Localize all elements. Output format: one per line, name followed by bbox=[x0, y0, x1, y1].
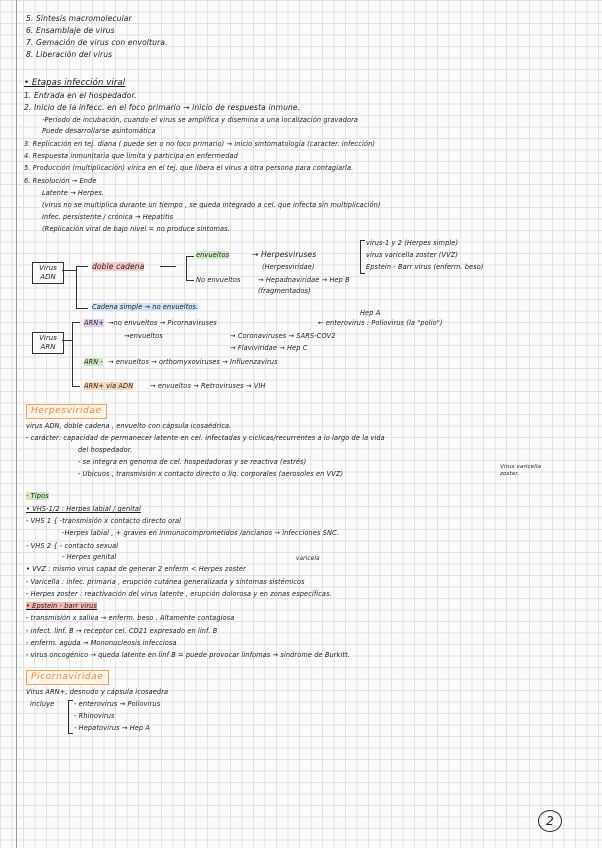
note-line: Infec. persistente / crónica → Hepatitis bbox=[42, 213, 174, 221]
tipos-label: - Tipos bbox=[26, 492, 49, 500]
list-item: 6. Ensamblaje de virus bbox=[26, 26, 115, 35]
note-line: Puede desarrollarse asintomática bbox=[42, 127, 156, 135]
section-title: • Etapas infección viral bbox=[24, 78, 126, 88]
note-line: - VHS 2 { - contacto sexual bbox=[26, 542, 119, 550]
varicela-note: varicela bbox=[296, 556, 320, 562]
note-line: -Periodo de incubación, cuando el virus se amplifica y disemina a una localización gravadora bbox=[42, 116, 359, 124]
connector bbox=[186, 256, 194, 257]
note-line: 5. Producción (multiplicación) vírica en el tej. que libera el virus a otra persona para contagiarla. bbox=[24, 164, 354, 172]
retro-label: → envueltos → Retroviruses → VIH bbox=[150, 382, 266, 390]
note-line: del hospedador. bbox=[78, 446, 133, 454]
note-line: Latente → Herpes. bbox=[42, 189, 105, 197]
connector bbox=[76, 266, 77, 308]
vvz-note: Virus varicella zoster. bbox=[500, 464, 542, 477]
note-line: - virus oncogénico → queda latente en linf B = puede provocar linfomas → síndrome de Burkitt. bbox=[26, 651, 350, 659]
envueltos-label: envueltos bbox=[196, 251, 230, 259]
herpes-type: virus varicella zoster (VVZ) bbox=[366, 251, 458, 259]
connector bbox=[160, 266, 176, 267]
connector bbox=[76, 266, 88, 267]
herpesviridae-label: (Herpesviridae) bbox=[262, 263, 315, 271]
arn-minus-label: ARN - bbox=[84, 358, 103, 366]
note-line: - VHS 1 { -transmisión x contacto directo oral bbox=[26, 517, 182, 525]
note-line: 4. Respuesta inmunitaria que limita y participa en enfermedad bbox=[24, 152, 238, 160]
note-line: -Herpes labial , + graves en inmunocomprometidos /ancianos → infecciones SNC. bbox=[62, 529, 339, 537]
arn-plus-label: ARN+ bbox=[84, 319, 104, 327]
note-line: 2. Inicio de la infecc. en el foco primario → inicio de respuesta inmune. bbox=[24, 103, 301, 112]
virus-arn-box: Virus ARN bbox=[32, 332, 64, 354]
note-line: incluye bbox=[30, 700, 55, 708]
orthomyxo-label: → envueltos → orthomyxoviruses → Influenzavirus bbox=[108, 358, 278, 366]
arn-via-adn-label: ARN+ vía ADN bbox=[84, 382, 134, 390]
connector bbox=[72, 322, 73, 386]
coronaviruses-label: → Coronaviruses → SARS-COV2 bbox=[230, 332, 336, 340]
herpes-type: Epstein - Barr virus (enferm. beso) bbox=[366, 263, 484, 271]
note-line: Virus ARN+, desnudo y cápsula icosaedra bbox=[26, 688, 169, 696]
margin-line bbox=[16, 0, 17, 848]
brace bbox=[68, 700, 73, 734]
virus-adn-box: Virus ADN bbox=[32, 262, 64, 284]
note-line: - Hepatovirus → Hep A bbox=[74, 724, 151, 732]
connector bbox=[72, 386, 80, 387]
herpes-type: virus-1 y 2 (Herpes simple) bbox=[366, 239, 459, 247]
hepadnaviridae-label: → Hepadnaviridae → Hep B bbox=[258, 276, 350, 284]
cadena-simple-label: Cadena simple → no envueltos. bbox=[92, 303, 199, 311]
picornaviridae-heading: Picornaviridae bbox=[26, 670, 109, 685]
flaviviridae-label: → Flaviviridae → Hep C bbox=[230, 344, 308, 352]
page-number: 2 bbox=[538, 810, 562, 832]
connector bbox=[62, 340, 72, 341]
list-item: 7. Gemación de virus con envoltura. bbox=[26, 38, 168, 47]
no-envueltos-label: No envueltos bbox=[196, 276, 241, 284]
note-line: (virus no se multiplica durante un tiempo , se queda integrado a cel. que infecta sin multiplicación) bbox=[42, 201, 381, 209]
herpesviridae-heading: Herpesviridae bbox=[26, 404, 107, 419]
note-line: • VVZ : mismo virus capaz de generar 2 enferm < Herpes zoster bbox=[26, 565, 246, 573]
note-line: 3. Replicación en tej. diana ( puede ser o no foco primario) → inicio sintomatología (caracter. infección) bbox=[24, 140, 376, 148]
connector bbox=[186, 280, 194, 281]
connector bbox=[76, 308, 88, 309]
note-line: - infect. linf. B → receptor cel. CD21 expresado en linf. B bbox=[26, 627, 218, 635]
vhs-label: • VHS-1/2 : Herpes labial / genital bbox=[26, 505, 141, 513]
envueltos-arn: →envueltos bbox=[124, 332, 163, 340]
epstein-label: • Epstein - barr virus bbox=[26, 602, 97, 610]
enterovirus-label: ← enterovirus : Poliovirus (la "polio") bbox=[318, 319, 443, 327]
note-line: virus ADN, doble cadena , envuelto con cápsula icosaédrica. bbox=[26, 422, 232, 430]
brace bbox=[360, 240, 365, 274]
hep-a-label: Hep A bbox=[360, 309, 381, 317]
list-item: 5. Síntesis macromolecular bbox=[26, 14, 132, 23]
note-line: 1. Entrada en el hospedador. bbox=[24, 91, 137, 100]
note-line: - Herpes genital bbox=[62, 553, 117, 561]
note-line: - Herpes zoster : reactivación del virus latente , erupción dolorosa y en zonas específicas. bbox=[26, 590, 332, 598]
note-line: - enterovirus → Poliovirus bbox=[74, 700, 161, 708]
note-line: - se integra en genoma de cel. hospedadoras y se reactiva (estrés) bbox=[78, 458, 307, 466]
connector bbox=[72, 322, 80, 323]
note-line: - transmisión x saliva → enferm. beso . Altamente contagiosa bbox=[26, 614, 235, 622]
fragmentados-label: (fragmentados) bbox=[258, 287, 311, 295]
connector bbox=[62, 270, 76, 271]
note-line: 6. Resolución → Ende bbox=[24, 177, 97, 185]
note-line: - Varicella : infec. primaria , erupción cutánea generalizada y síntomas sistémicos bbox=[26, 578, 305, 586]
note-line: - Rhinovirus bbox=[74, 712, 115, 720]
note-line: - Ubicuos , transmisión x contacto directo o líq. corporales (aerosoles en VVZ) bbox=[78, 470, 344, 478]
connector bbox=[186, 256, 187, 280]
note-line: - enferm. aguda → Mononucleosis infecciosa bbox=[26, 639, 177, 647]
no-envueltos-arn: →no envueltos → Picornaviruses bbox=[108, 319, 217, 327]
note-line: - carácter: capacidad de permanecer latente en cel. infectadas y cíclicas/recurrentes a lo largo de la vida bbox=[26, 434, 385, 442]
note-line: (Replicación viral de bajo nivel = no produce síntomas. bbox=[42, 225, 230, 233]
doble-cadena-label: doble cadena bbox=[92, 262, 145, 271]
list-item: 8. Liberación del virus bbox=[26, 50, 113, 59]
herpesviruses-label: → Herpesviruses bbox=[252, 250, 317, 259]
